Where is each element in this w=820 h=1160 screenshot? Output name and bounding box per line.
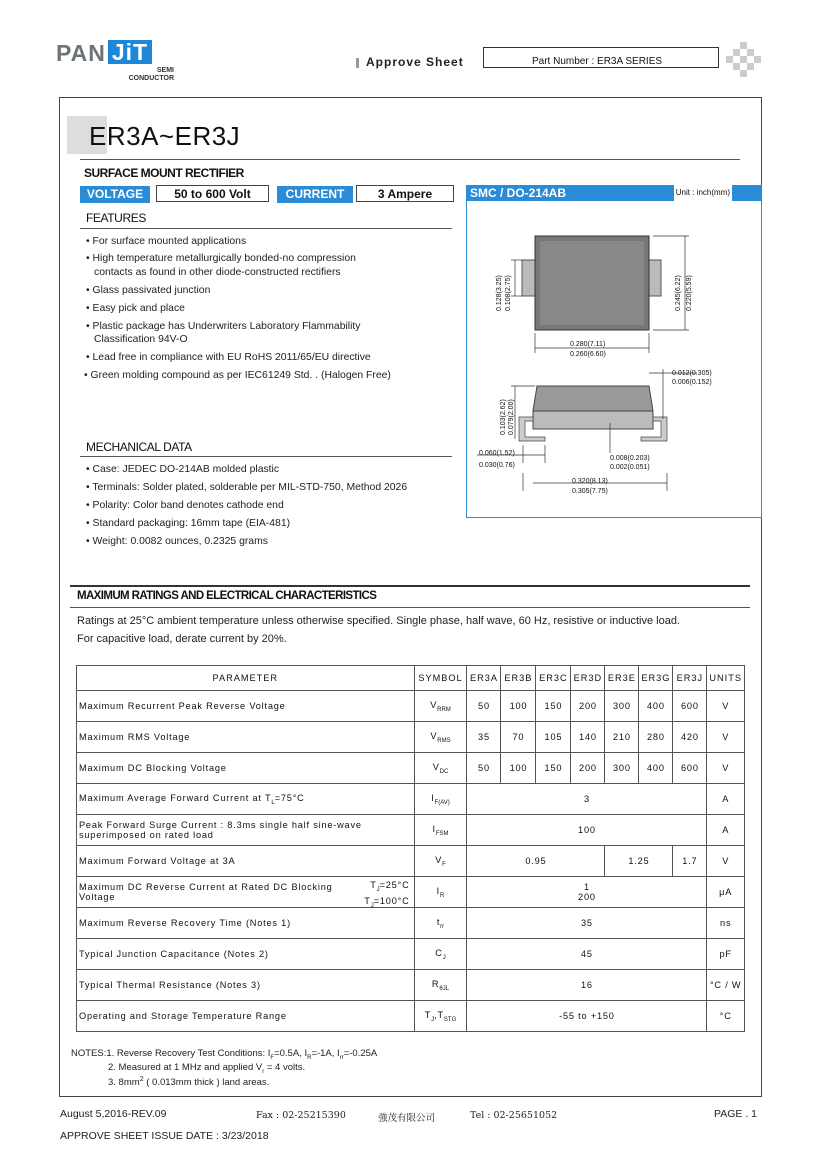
list-item: contacts as found in other diode-constructed rectifiers: [94, 267, 341, 278]
list-item: • Easy pick and place: [86, 303, 185, 314]
dim-label: 0.128(3.25): [496, 275, 503, 311]
issue-date: APPROVE SHEET ISSUE DATE : 3/23/2018: [60, 1130, 269, 1142]
table-row: Maximum Reverse Recovery Time (Notes 1) $t_{rr}$ 35 ns: [77, 908, 745, 939]
table-row: Maximum Forward Voltage at 3A $V_F$ 0.95 1.25 1.7 V: [77, 846, 745, 877]
voltage-value: 50 to 600 Volt: [156, 185, 269, 202]
list-item: • Polarity: Color band denotes cathode end: [86, 500, 284, 511]
list-item: • Glass passivated junction: [86, 285, 211, 296]
company-logo: PAN JiT: [56, 40, 152, 67]
note-2: 2. Measured at 1 MHz and applied $V_r = 4$ volts.: [108, 1062, 306, 1075]
mechanical-list: [86, 463, 456, 553]
package-diagram: [467, 201, 763, 518]
table-header: ER3D: [571, 666, 605, 691]
divider: [70, 585, 750, 587]
dim-label: 0.103(2.62): [500, 399, 507, 435]
table-row: Maximum RMS Voltage $V_{RMS}$ 35 70 105 140 210 280 420 V: [77, 722, 745, 753]
note-3: 3. $8mm^2$ ( 0.013mm thick ) land areas.: [108, 1076, 270, 1089]
list-item: • Weight: 0.0082 ounces, 0.2325 grams: [86, 536, 268, 547]
tel: Tel : 02-25651052: [470, 1110, 558, 1121]
list-item: • Green molding compound as per IEC61249 Std. . (Halogen Free): [84, 370, 391, 381]
table-row: Maximum Recurrent Peak Reverse Voltage $V_{RRM}$ 50 100 150 200 300 400 600 V: [77, 691, 745, 722]
list-item: • Lead free in compliance with EU RoHS 2011/65/EU directive: [86, 352, 371, 363]
dim-label: 0.305(7.75): [572, 488, 608, 495]
dim-label: 0.030(0.76): [479, 462, 515, 469]
subtitle: SURFACE MOUNT RECTIFIER: [84, 166, 244, 180]
divider: [80, 159, 740, 160]
dim-label: 0.079(2.00): [508, 399, 515, 435]
table-header: ER3A: [467, 666, 501, 691]
features-list: [86, 235, 456, 395]
dim-label: 0.108(2.75): [505, 275, 512, 311]
divider: [70, 607, 750, 608]
ratings-text: Ratings at 25°C ambient temperature unless otherwise specified. Single phase, half wave, 60 Hz, resistive or inductive load.: [77, 615, 680, 627]
revision: August 5,2016-REV.09: [60, 1108, 167, 1120]
table-header: SYMBOL: [414, 666, 467, 691]
table-row: Maximum Average Forward Current at $T_L=75^\circ C$ $I_{F(AV)}$ 3 A: [77, 784, 745, 815]
table-header: PARAMETER: [77, 666, 415, 691]
table-row: Maximum DC Blocking Voltage $V_{DC}$ 50 100 150 200 300 400 600 V: [77, 753, 745, 784]
dim-label: 0.320(8.13): [572, 478, 608, 485]
table-header: ER3E: [605, 666, 639, 691]
dim-label: 0.060(1.52): [479, 450, 515, 457]
divider: [80, 228, 452, 229]
current-value: 3 Ampere: [356, 185, 454, 202]
table-header-row: [77, 666, 745, 691]
dim-label: 0.008(0.203): [610, 455, 650, 462]
unit-label: Unit : inch(mm): [674, 185, 732, 201]
page-title: ER3A~ER3J: [89, 121, 241, 151]
dim-label: 0.220(5.59): [686, 275, 693, 311]
logo-subtext: SEMI CONDUCTOR: [128, 67, 174, 82]
table-row: Maximum DC Reverse Current at Rated DC Blocking Voltage $T_J=25^\circ C$ $T_J=100^\circ C$ $I_R$ 1 200 μA: [77, 877, 745, 908]
approve-bar: [356, 58, 359, 68]
list-item: • Standard packaging: 16mm tape (EIA-481): [86, 518, 291, 529]
page-number: PAGE . 1: [714, 1108, 757, 1120]
package-drawing-box: [466, 201, 762, 518]
package-header: SMC / DO-214AB Unit : inch(mm): [466, 185, 762, 201]
dim-label: 0.002(0.051): [610, 464, 650, 471]
dim-label: 0.260(6.60): [570, 351, 606, 358]
features-heading: FEATURES: [86, 211, 146, 225]
list-item: Classification 94V-O: [94, 334, 188, 345]
ratings-text: For capacitive load, derate current by 20%.: [77, 633, 287, 645]
note-1: NOTES:1. Reverse Recovery Test Conditions: $I_F=0.5A$, $I_R=-1A$, $I_{rr}=-0.25A$: [71, 1048, 378, 1061]
fax: Fax : 02-25215390: [256, 1110, 346, 1121]
list-item: • High temperature metallurgically bonded-no compression: [86, 253, 356, 264]
ratings-heading: MAXIMUM RATINGS AND ELECTRICAL CHARACTERISTICS: [77, 590, 377, 602]
voltage-tag: VOLTAGE: [80, 186, 150, 203]
mechanical-heading: MECHANICAL DATA: [86, 440, 192, 454]
table-header: ER3G: [639, 666, 673, 691]
table-row: Peak Forward Surge Current : 8.3ms single half sine-wave superimposed on rated load $I_{FSM}$ 100 A: [77, 815, 745, 846]
list-item: • Case: JEDEC DO-214AB molded plastic: [86, 464, 280, 475]
current-tag: CURRENT: [277, 186, 353, 203]
divider: [80, 456, 452, 457]
table-row: Typical Junction Capacitance (Notes 2) $C_J$ 45 pF: [77, 939, 745, 970]
list-item: • For surface mounted applications: [86, 236, 247, 247]
table-row: Typical Thermal Resistance (Notes 3) $R_{\theta JL}$ 16 °C / W: [77, 970, 745, 1001]
table-header: UNITS: [707, 666, 745, 691]
table-row: Operating and Storage Temperature Range $T_J,T_{STG}$ -55 to +150 °C: [77, 1001, 745, 1032]
dim-label: 0.280(7.11): [570, 341, 606, 348]
table-header: ER3C: [536, 666, 571, 691]
table-header: ER3J: [673, 666, 707, 691]
dim-label: 0.012(0.305): [672, 370, 712, 377]
part-number-box: Part Number : ER3A SERIES: [483, 47, 719, 68]
company-name: 強茂有限公司: [378, 1113, 436, 1124]
decorative-dots: [726, 42, 760, 76]
dim-label: 0.006(0.152): [672, 379, 712, 386]
ratings-table: [76, 665, 745, 1032]
approve-sheet-label: Approve Sheet: [366, 55, 464, 69]
list-item: • Terminals: Solder plated, solderable per MIL-STD-750, Method 2026: [86, 482, 408, 493]
dim-label: 0.245(6.22): [675, 275, 682, 311]
table-header: ER3B: [501, 666, 536, 691]
list-item: • Plastic package has Underwriters Laboratory Flammability: [86, 321, 361, 332]
